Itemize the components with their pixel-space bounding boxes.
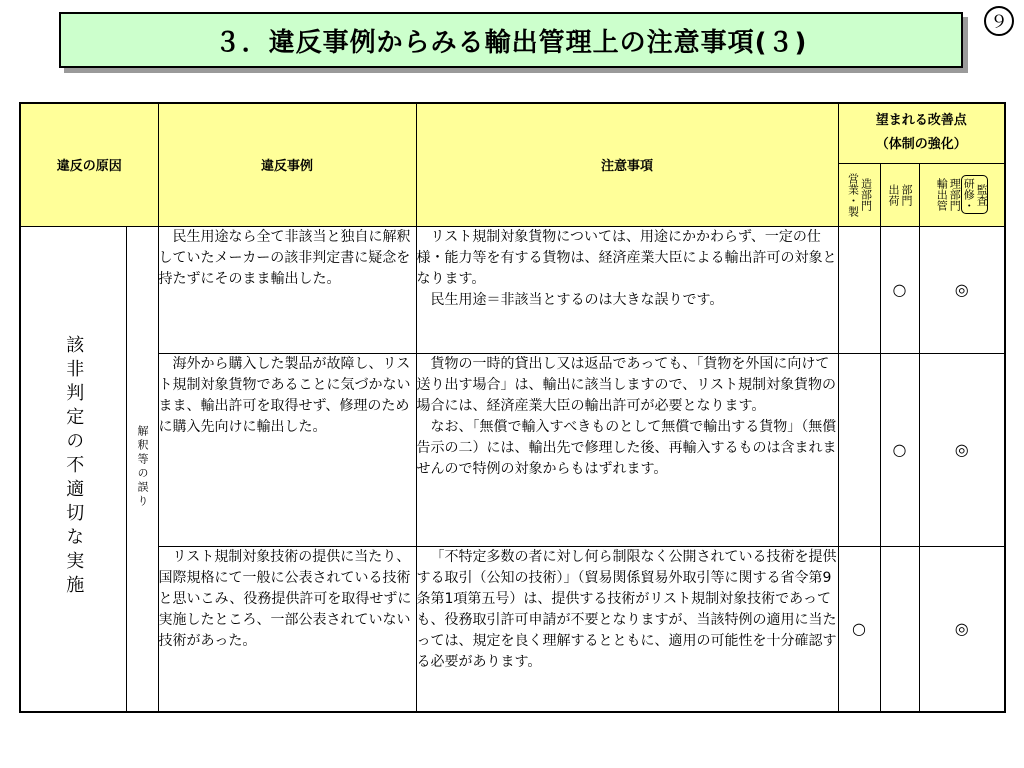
header-improvements-line1: 望まれる改善点 (875, 113, 967, 129)
mark-sales (838, 353, 880, 546)
header-dept-shipping-line1: 出荷 (887, 183, 901, 206)
notes-text-2: なお、「無償で輸入すべきものとして無償で輸出する貨物」（無償告示の二）には、輸出先で修理した後、再輸入するものは含まれませんので特例の対象からもはずれます。 (416, 418, 837, 477)
case-cell (158, 353, 416, 546)
cause-detail-text: 解釈等の誤り (136, 424, 149, 509)
case-text: リスト規制対象技術の提供に当たり、国際規格にて一般に公表されている技術と思いこみ、役務提供許可を取得せずに実施したところ、一部公表されていない技術があった。 (158, 548, 412, 649)
case-text: 海外から購入した製品が故障し、リスト規制対象貨物であることに気づかないまま、輸出許可を取得せず、修理のために購入先向けに輸出した。 (158, 355, 411, 435)
mark-sales (838, 226, 880, 353)
header-dept-sales (838, 163, 880, 226)
header-dept-export-line1: 輸出管 (935, 178, 949, 211)
cause-main-cell (20, 226, 126, 712)
header-dept-export-line4: 監査 (975, 183, 989, 206)
header-dept-export-line2: 理部門 (948, 178, 962, 211)
case-cell (158, 546, 416, 712)
header-dept-export (919, 163, 1005, 226)
header-dept-sales-line2: 造部門 (859, 178, 873, 211)
header-notes: 注意事項 (416, 103, 838, 226)
header-dept-sales-line1: 営業・製 (846, 172, 860, 217)
cause-detail-cell (126, 226, 158, 712)
table-row (20, 546, 1005, 712)
notes-text-1: 貨物の一時的貸出し又は返品であっても、「貨物を外国に向けて送り出す場合」は、輸出に該当しますので、リスト規制対象貨物の場合には、経済産業大臣の輸出許可が必要となります。 (416, 355, 836, 414)
notes-cell (416, 546, 838, 712)
table-row (20, 353, 1005, 546)
page-number-badge: ９ (984, 6, 1014, 36)
table-row (20, 226, 1005, 353)
header-dept-shipping (880, 163, 919, 226)
violation-table (19, 102, 1006, 713)
notes-cell (416, 226, 838, 353)
notes-text-2: 民生用途＝非該当とするのは大きな誤りです。 (430, 291, 724, 308)
header-improvements (838, 103, 1005, 163)
header-cause: 違反の原因 (20, 103, 158, 226)
mark-shipping (880, 546, 919, 712)
notes-text-1: リスト規制対象貨物については、用途にかかわらず、一定の仕様・能力等を有する貨物は、経済産業大臣による輸出許可の対象となります。 (416, 228, 837, 287)
mark-shipping: ○ (880, 353, 919, 546)
mark-export: ◎ (919, 353, 1005, 546)
header-dept-export-line3: 研修・ (962, 178, 976, 211)
header-case: 違反事例 (158, 103, 416, 226)
header-dept-shipping-line2: 部門 (900, 183, 914, 206)
mark-shipping: ○ (880, 226, 919, 353)
case-text: 民生用途なら全て非該当と独自に解釈していたメーカーの該非判定書に疑念を持たずにそのまま輸出した。 (158, 228, 411, 287)
mark-export: ◎ (919, 546, 1005, 712)
mark-export: ◎ (919, 226, 1005, 353)
notes-cell (416, 353, 838, 546)
header-improvements-line2: （体制の強化） (875, 137, 967, 153)
header-dept-export-bracket (961, 175, 988, 214)
slide-title: ３．違反事例からみる輸出管理上の注意事項(３) (59, 12, 963, 68)
notes-text-1: 「不特定多数の者に対し何ら制限なく公開されている技術を提供する取引（公知の技術）」（貿易関係貿易外取引等に関する省令第9条第1項第五号）は、提供する技術がリスト規制対象技術であっても、役務取引許可申請が不要となりますが、当該特例の適用に当たっては、規定を良く理解するとともに、適用の可能性を十分確認する必要があります。 (416, 548, 837, 670)
mark-sales: ○ (838, 546, 880, 712)
case-cell (158, 226, 416, 353)
cause-main-text: 該非判定の不適切な実施 (63, 334, 85, 599)
